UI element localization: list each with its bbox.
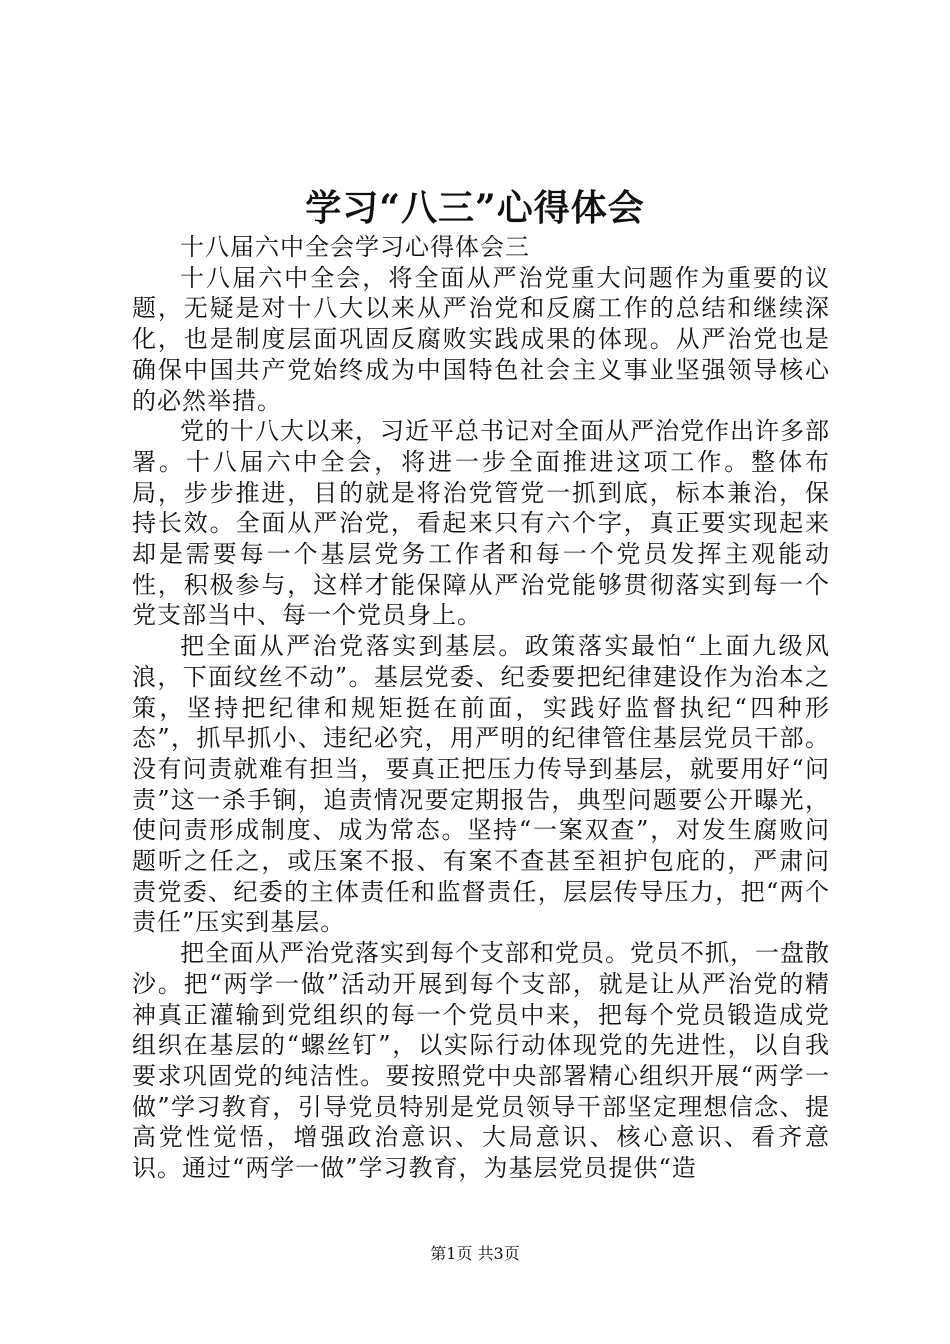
document-body	[132, 232, 830, 1184]
paragraph-3: 把全面从严治党落实到基层。政策落实最怕“上面九级风浪，下面纹丝不动”。基层党委、纪委要把纪律建设作为治本之策，坚持把纪律和规矩挺在前面，实践好监督执纪“四种形态”，抓早抓小、违纪必究，用严明的纪律管住基层党员干部。没有问责就难有担当，要真正把压力传导到基层，就要用好“问责”这一杀手锏，追责情况要定期报告，典型问题要公开曝光，使问责形成制度、成为常态。坚持“一案双查”，对发生腐败问题听之任之，或压案不报、有案不查甚至袒护包庇的，严肃问责党委、纪委的主体责任和监督责任，层层传导压力，把“两个责任”压实到基层。	[132, 632, 830, 937]
document-title: 学习“八三”心得体会	[305, 187, 645, 229]
page-footer: 第1页 共3页	[430, 1244, 520, 1263]
paragraph-subtitle: 十八届六中全会学习心得体会三	[180, 233, 530, 261]
paragraph-2: 党的十八大以来，习近平总书记对全面从严治党作出许多部署。十八届六中全会，将进一步全面推进这项工作。整体布局，步步推进，目的就是将治党管党一抓到底，标本兼治，保持长效。全面从严治党，看起来只有六个字，真正要实现起来却是需要每一个基层党务工作者和每一个党员发挥主观能动性，积极参与，这样才能保障从严治党能够贯彻落实到每一个党支部当中、每一个党员身上。	[132, 417, 830, 630]
paragraph-4: 把全面从严治党落实到每个支部和党员。党员不抓，一盘散沙。把“两学一做”活动开展到每个支部，就是让从严治党的精神真正灌输到党组织的每一个党员中来，把每个党员锻造成党组织在基层的“螺丝钉”，以实际行动体现党的先进性，以自我要求巩固党的纯洁性。要按照党中央部署精心组织开展“两学一做”学习教育，引导党员特别是党员领导干部坚定理想信念、提高党性觉悟，增强政治意识、大局意识、核心意识、看齐意识。通过“两学一做”学习教育，为基层党员提供“造	[132, 939, 830, 1183]
paragraph-1: 十八届六中全会，将全面从严治党重大问题作为重要的议题，无疑是对十八大以来从严治党和反腐工作的总结和继续深化，也是制度层面巩固反腐败实践成果的体现。从严治党也是确保中国共产党始终成为中国特色社会主义事业坚强领导核心的必然举措。	[132, 263, 830, 415]
